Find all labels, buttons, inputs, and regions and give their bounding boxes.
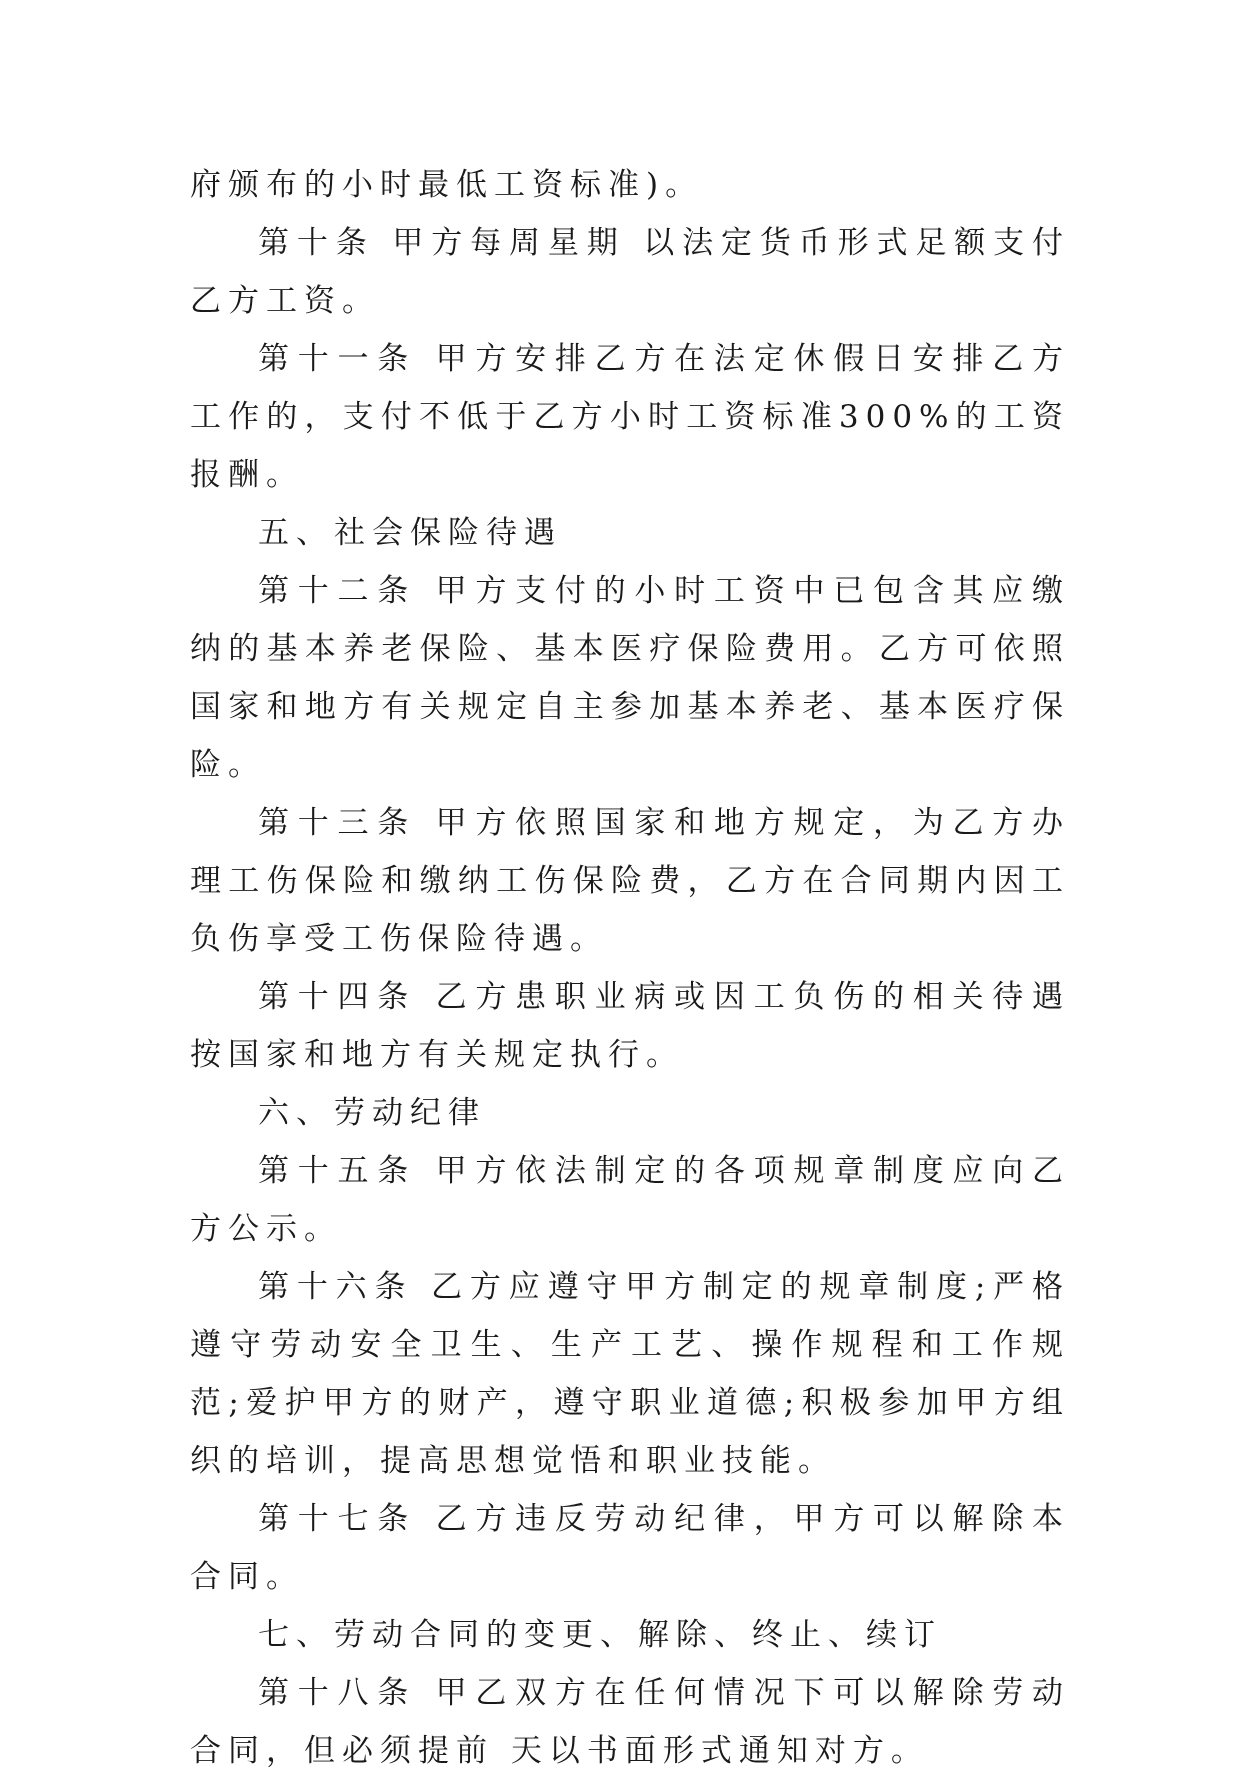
paragraph-article-15: 第十五条 甲方依法制定的各项规章制度应向乙方公示。 xyxy=(190,1153,1070,1247)
paragraph-article-14: 第十四条 乙方患职业病或因工负伤的相关待遇按国家和地方有关规定执行。 xyxy=(190,979,1070,1073)
paragraph-article-12: 第十二条 甲方支付的小时工资中已包含其应缴纳的基本养老保险、基本医疗保险费用。乙方可依照国家和地方有关规定自主参加基本养老、基本医疗保险。 xyxy=(190,573,1070,783)
section-heading-labor-discipline: 六、劳动纪律 xyxy=(258,1095,486,1131)
paragraph-article-13: 第十三条 甲方依照国家和地方规定，为乙方办理工伤保险和缴纳工伤保险费，乙方在合同期内因工负伤享受工伤保险待遇。 xyxy=(190,805,1070,957)
paragraph-article-11: 第十一条 甲方安排乙方在法定休假日安排乙方工作的，支付不低于乙方小时工资标准300%的工资报酬。 xyxy=(190,341,1070,493)
section-heading-social-insurance: 五、社会保险待遇 xyxy=(258,515,562,551)
paragraph-article-10: 第十条 甲方每周星期 以法定货币形式足额支付乙方工资。 xyxy=(190,225,1070,319)
document-body xyxy=(190,156,1070,1780)
paragraph-article-16: 第十六条 乙方应遵守甲方制定的规章制度;严格遵守劳动安全卫生、生产工艺、操作规程和工作规范;爱护甲方的财产，遵守职业道德;积极参加甲方组织的培训，提高思想觉悟和职业技能。 xyxy=(190,1269,1070,1479)
paragraph-article-18: 第十八条 甲乙双方在任何情况下可以解除劳动合同，但必须提前 天以书面形式通知对方。 xyxy=(190,1675,1070,1769)
paragraph-article-17: 第十七条 乙方违反劳动纪律，甲方可以解除本合同。 xyxy=(190,1501,1070,1595)
section-heading-contract-changes: 七、劳动合同的变更、解除、终止、续订 xyxy=(258,1617,942,1653)
paragraph-continuation: 府颁布的小时最低工资标准)。 xyxy=(190,167,704,203)
